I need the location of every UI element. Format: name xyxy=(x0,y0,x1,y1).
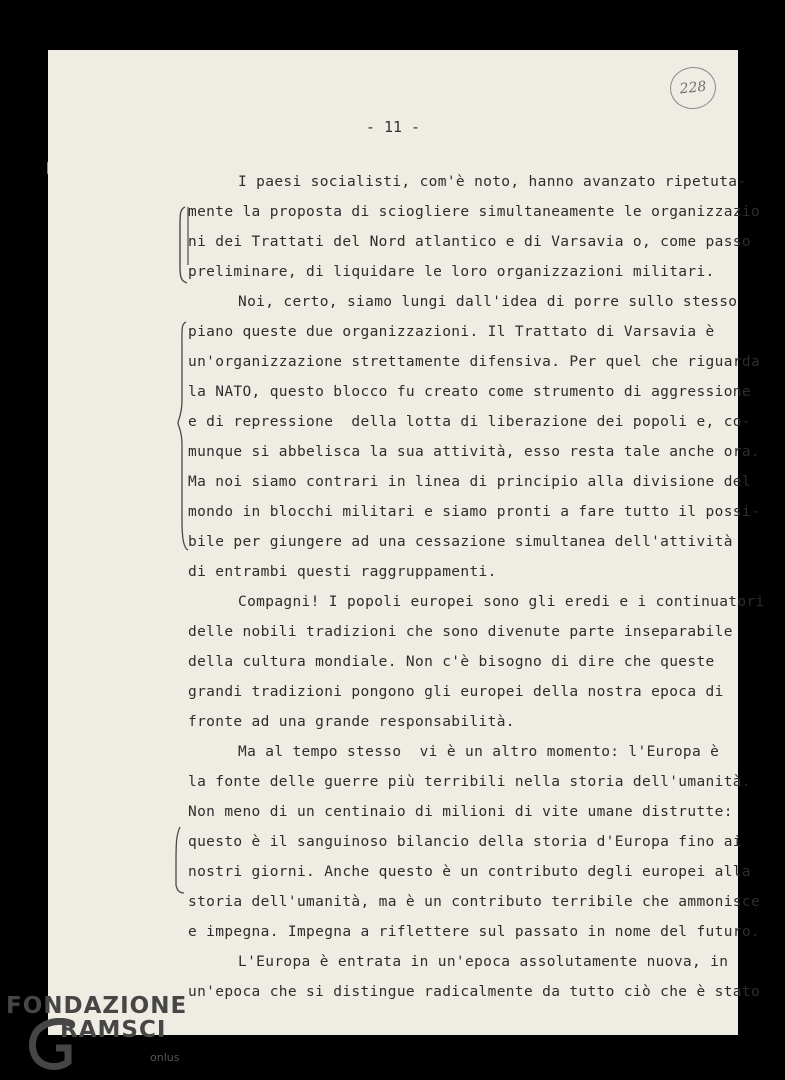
text-line: nostri giorni. Anche questo è un contributo degli europei alla xyxy=(188,864,751,880)
text-line: mondo in blocchi militari e siamo pronti a fare tutto il possi- xyxy=(188,504,761,520)
text-line: mente la proposta di sciogliere simultaneamente le organizzazio xyxy=(188,204,761,220)
text-line: un'epoca che si distingue radicalmente da tutto ciò che è stato xyxy=(188,984,761,1000)
text-line: Compagni! I popoli europei sono gli eredi e i continuatori xyxy=(238,594,765,610)
text-line: la NATO, questo blocco fu creato come strumento di aggressione xyxy=(188,384,751,400)
watermark-line2: RAMSCI xyxy=(60,1017,167,1043)
text-line: ni dei Trattati del Nord atlantico e di Varsavia o, come passo xyxy=(188,234,751,250)
text-line: questo è il sanguinoso bilancio della storia d'Europa fino ai xyxy=(188,834,742,850)
text-line: di entrambi questi raggruppamenti. xyxy=(188,564,497,580)
text-line: storia dell'umanità, ma è un contributo terribile che ammonisce xyxy=(188,894,761,910)
text-line: Noi, certo, siamo lungi dall'idea di porre sullo stesso xyxy=(238,294,738,310)
text-line: L'Europa è entrata in un'epoca assolutamente nuova, in xyxy=(238,954,729,970)
text-line: piano queste due organizzazioni. Il Trattato di Varsavia è xyxy=(188,324,715,340)
text-line: Ma noi siamo contrari in linea di principio alla divisione del xyxy=(188,474,751,490)
text-line: bile per giungere ad una cessazione simultanea dell'attività xyxy=(188,534,733,550)
archive-stamp: 228 xyxy=(668,65,718,112)
text-line: Non meno di un centinaio di milioni di vite umane distrutte: xyxy=(188,804,733,820)
text-line: munque si abbelisca la sua attività, esso resta tale anche ora. xyxy=(188,444,761,460)
text-line: grandi tradizioni pongono gli europei della nostra epoca di xyxy=(188,684,724,700)
text-line: e impegna. Impegna a riflettere sul passato in nome del futuro. xyxy=(188,924,761,940)
watermark-line1: FONDAZIONE xyxy=(6,993,188,1019)
text-line: della cultura mondiale. Non c'è bisogno di dire che queste xyxy=(188,654,715,670)
text-line: delle nobili tradizioni che sono divenute parte inseparabile xyxy=(188,624,733,640)
text-line: I paesi socialisti, com'è noto, hanno avanzato ripetuta- xyxy=(238,174,747,190)
text-line: la fonte delle guerre più terribili nella storia dell'umanità. xyxy=(188,774,751,790)
document-page xyxy=(48,50,765,1035)
watermark-suffix: onlus xyxy=(150,1051,180,1064)
text-line: Ma al tempo stesso vi è un altro momento: l'Europa è xyxy=(238,744,720,760)
text-line: un'organizzazione strettamente difensiva. Per quel che riguarda xyxy=(188,354,761,370)
text-line: fronte ad una grande responsabilità. xyxy=(188,714,515,730)
text-line: preliminare, di liquidare le loro organizzazioni militari. xyxy=(188,264,715,280)
page-number: - 11 - xyxy=(365,118,421,136)
margin-bracket-icon xyxy=(172,825,186,897)
text-line: e di repressione della lotta di liberazione dei popoli e, co- xyxy=(188,414,751,430)
